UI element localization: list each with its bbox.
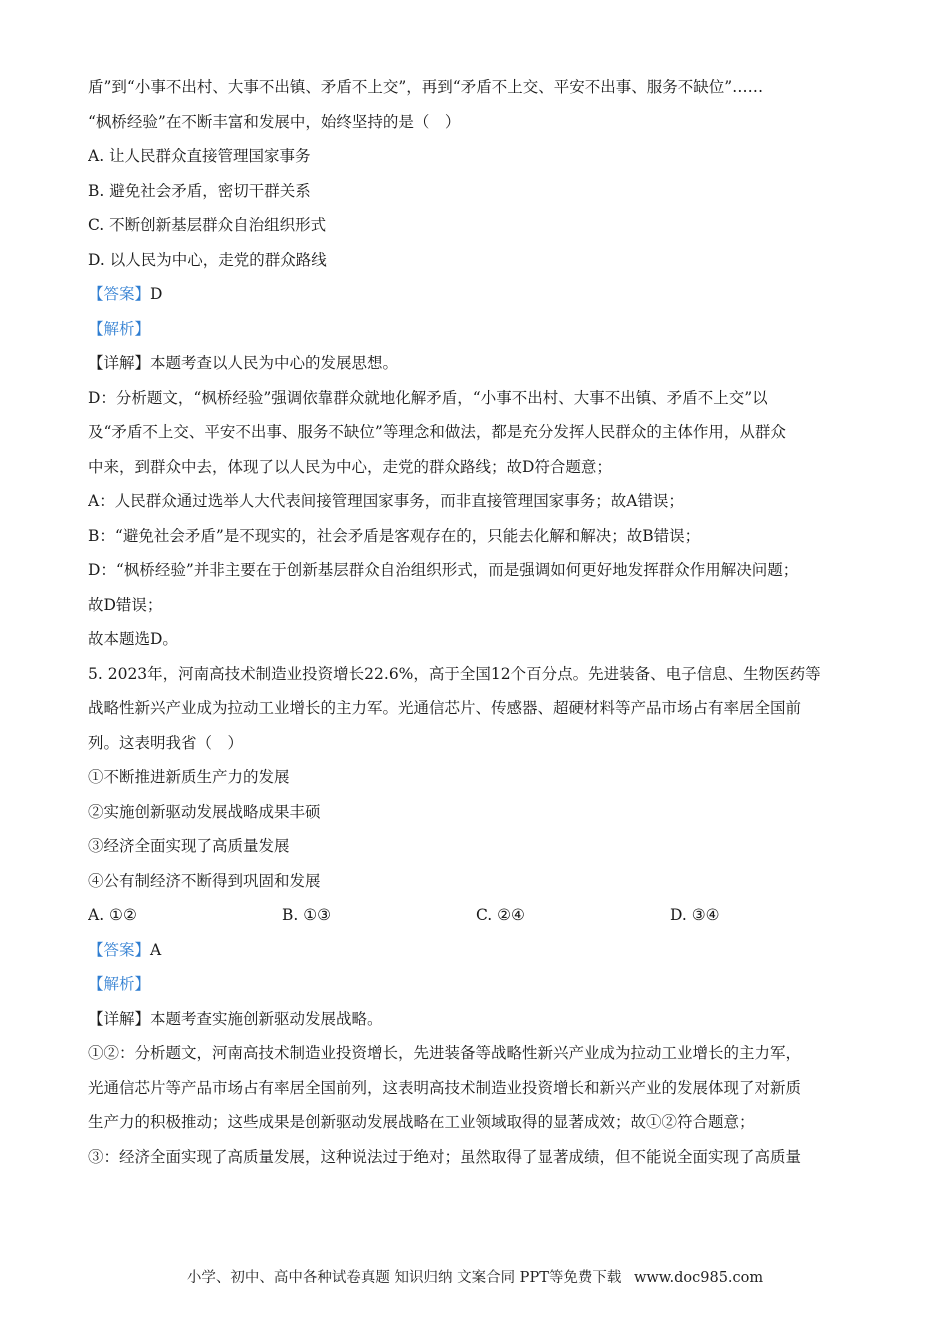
question-prompt: “枫桥经验”在不断丰富和发展中，始终坚持的是（ ）	[88, 112, 461, 131]
statement-1: ①不断推进新质生产力的发展	[88, 768, 290, 786]
answer-line	[88, 277, 864, 312]
analysis-line: D：“枫桥经验”并非主要在于创新基层群众自治组织形式，而是强调如何更好地发挥群众作用解决问题；	[88, 561, 799, 579]
statement-4: ④公有制经济不断得到巩固和发展	[88, 871, 321, 890]
option-d: D. 以人民为中心，走党的群众路线	[88, 250, 327, 269]
answer-value: A	[150, 940, 162, 959]
analysis-line: 光通信芯片等产品市场占有率居全国前列，这表明高技术制造业投资增长和新兴产业的发展体现了对新质	[88, 1078, 802, 1097]
analysis-line: B：“避免社会矛盾”是不现实的，社会矛盾是客观存在的，只能去化解和解决；故B错误；	[88, 526, 701, 545]
answer-tag: 【答案】	[88, 285, 151, 303]
option-a: A. ①②	[88, 906, 137, 924]
analysis-line: 生产力的积极推动；这些成果是创新驱动发展战略在工业领域取得的显著成效；故①②符合题意；	[88, 1113, 755, 1131]
answer-line	[88, 933, 864, 968]
statement-2: ②实施创新驱动发展战略成果丰硕	[88, 802, 321, 821]
question-stem: 5. 2023年，河南高技术制造业投资增长22.6%，高于全国12个百分点。先进装备、电子信息、生物医药等	[88, 664, 821, 683]
statement-3: ③经济全面实现了高质量发展	[88, 837, 290, 855]
footer-site-link[interactable]: www.doc985.com	[633, 1270, 764, 1286]
analysis-line: 【详解】本题考查实施创新驱动发展战略。	[88, 1009, 383, 1028]
answer-tag: 【答案】	[88, 940, 151, 959]
analysis-line: 【详解】本题考查以人民为中心的发展思想。	[88, 354, 399, 372]
analysis-line: ③：经济全面实现了高质量发展，这种说法过于绝对；虽然取得了显著成绩，但不能说全面实现了高质量	[88, 1147, 802, 1166]
analysis-tag: 【解析】	[88, 975, 151, 993]
question-stem: 列。这表明我省（ ）	[88, 733, 244, 752]
text-line: 盾”到“小事不出村、大事不出镇、矛盾不上交”，再到“矛盾不上交、平安不出事、服务不缺位”……	[88, 78, 764, 96]
question-stem: 战略性新兴产业成为拉动工业增长的主力军。光通信芯片、传感器、超硬材料等产品市场占有率居全国前	[88, 699, 802, 717]
analysis-line: 故本题选D。	[88, 630, 178, 648]
analysis-line: 及“矛盾不上交、平安不出事、服务不缺位”等理念和做法，都是充分发挥人民群众的主体作用，从群众	[88, 423, 786, 441]
option-c: C. 不断创新基层群众自治组织形式	[88, 216, 327, 234]
page-content	[88, 70, 864, 1174]
analysis-line: A：人民群众通过选举人大代表间接管理国家事务，而非直接管理国家事务；故A错误；	[88, 492, 684, 510]
option-c: C. ②④	[476, 906, 525, 924]
analysis-line: 中来，到群众中去，体现了以人民为中心，走党的群众路线；故D符合题意；	[88, 457, 612, 476]
analysis-tag: 【解析】	[88, 319, 151, 338]
option-b: B. 避免社会矛盾，密切干群关系	[88, 181, 311, 200]
page-footer	[0, 1266, 950, 1287]
analysis-line: D：分析题文，“枫桥经验”强调依靠群众就地化解矛盾，“小事不出村、大事不出镇、矛盾不上交”以	[88, 388, 768, 407]
answer-value: D	[150, 285, 163, 303]
options-row	[88, 898, 864, 933]
option-a: A. 让人民群众直接管理国家事务	[88, 147, 311, 165]
option-b: B. ①③	[282, 906, 332, 924]
footer-text: 小学、初中、高中各种试卷真题 知识归纳 文案合同 PPT等免费下载	[186, 1270, 622, 1286]
analysis-line: 故D错误；	[88, 595, 163, 614]
analysis-line: ①②：分析题文，河南高技术制造业投资增长，先进装备等战略性新兴产业成为拉动工业增长的主力军，	[88, 1044, 802, 1062]
option-d: D. ③④	[670, 906, 720, 924]
